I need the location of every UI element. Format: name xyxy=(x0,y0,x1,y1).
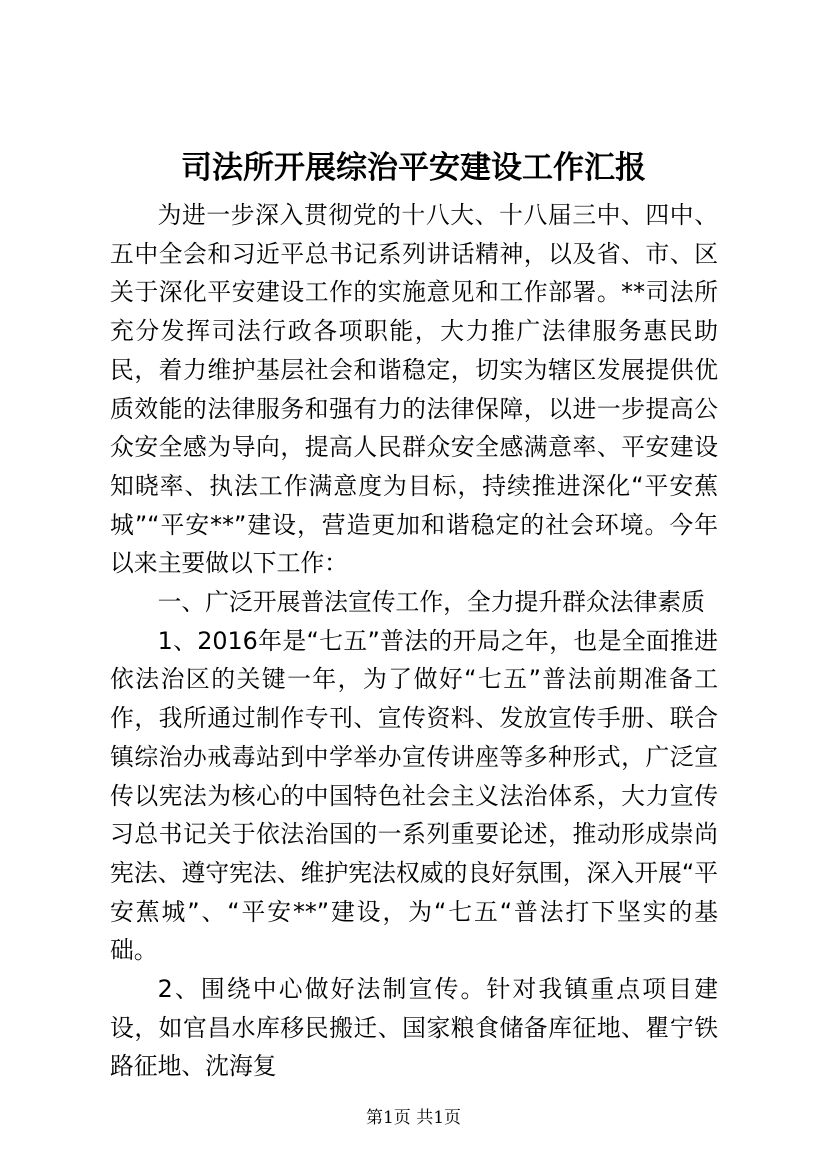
paragraph-item-1: 1、2016年是“七五”普法的开局之年，也是全面推进依法治区的关键一年，为了做好“七五”普法前期准备工作，我所通过制作专刊、宣传资料、发放宣传手册、联合镇综治办戒毒站到中学举办宣传讲座等多种形式，广泛宣传以宪法为核心的中国特色社会主义法治体系，大力宣传习总书记关于依法治国的一系列重要论述，推动形成崇尚宪法、遵守宪法、维护宪法权威的良好氛围，深入开展“平安蕉城”、“平安**”建设，为“七五“普法打下坚实的基础。 xyxy=(110,626,718,965)
paragraph-item-2: 2、围绕中心做好法制宣传。针对我镇重点项目建设，如官昌水库移民搬迁、国家粮食储备库征地、瞿宁铁路征地、沈海复 xyxy=(110,975,718,1081)
page-footer: 第1页 共1页 xyxy=(365,1108,462,1128)
section-heading-1: 一、广泛开展普法宣传工作，全力提升群众法律素质 xyxy=(157,588,705,617)
document-title: 司法所开展综治平安建设工作汇报 xyxy=(181,150,646,186)
paragraph-intro: 为进一步深入贯彻党的十八大、十八届三中、四中、五中全会和习近平总书记系列讲话精神，以及省、市、区关于深化平安建设工作的实施意见和工作部署。**司法所充分发挥司法行政各项职能，大力推广法律服务惠民助民，着力维护基层社会和谐稳定，切实为辖区发展提供优质效能的法律服务和强有力的法律保障，以进一步提高公众安全感为导向，提高人民群众安全感满意率、平安建设知晓率、执法工作满意度为目标，持续推进深化“平安蕉城”“平安**”建设，营造更加和谐稳定的社会环境。今年以来主要做以下工作： xyxy=(110,201,718,578)
document-body xyxy=(110,196,718,1086)
